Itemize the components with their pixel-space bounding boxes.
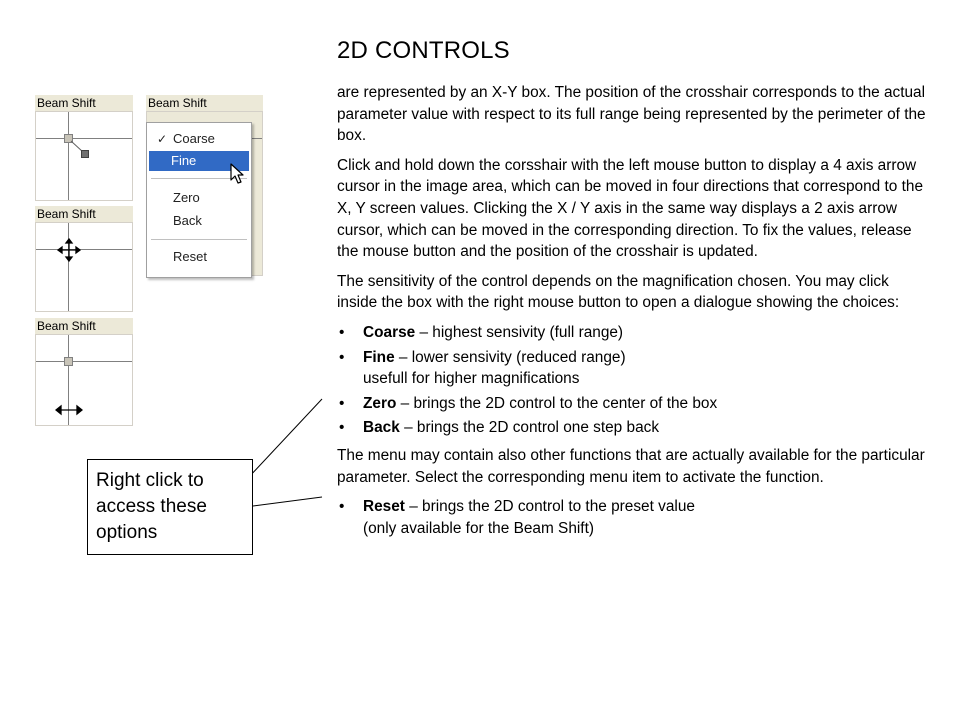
- beam-shift-panel-4: [35, 318, 133, 426]
- beam-shift-panel-3: [35, 206, 133, 312]
- bullet: •: [339, 348, 345, 366]
- option-term: Reset: [363, 498, 405, 516]
- menu-item-reset[interactable]: [149, 247, 249, 267]
- option-term: Zero: [363, 394, 397, 412]
- menu-item-label: Fine: [171, 153, 197, 168]
- menu-item-zero[interactable]: [149, 188, 249, 208]
- list-item: [337, 347, 927, 390]
- bullet: •: [339, 419, 345, 437]
- option-text: – brings the 2D control to the center of the box: [396, 394, 718, 412]
- xy-control-box[interactable]: [35, 112, 133, 201]
- option-extra: (only available for the Beam Shift): [363, 519, 594, 537]
- list-item: [337, 496, 927, 539]
- menu-item-coarse[interactable]: [149, 129, 249, 149]
- document-body: [337, 36, 927, 545]
- menu-item-label: Zero: [173, 190, 200, 205]
- option-text: – brings the 2D control one step back: [399, 419, 660, 437]
- section-heading: 2D CONTROLS: [337, 37, 510, 64]
- paragraph-4: The menu may contain also other functions that are actually available for the particular parameter. Select the corresponding menu item to activate the function.: [337, 446, 925, 486]
- option-text: – highest sensivity (full range): [415, 323, 624, 341]
- list-item: [337, 393, 927, 415]
- list-item: [337, 322, 927, 344]
- option-term: Fine: [363, 348, 395, 366]
- callout-text: Right click to access these options: [96, 470, 207, 543]
- paragraph-3: The sensitivity of the control depends on the magnification chosen. You may click inside the box with the right mouse button to open a dialogue showing the choices:: [337, 272, 900, 312]
- horizontal-move-cursor-icon: [55, 403, 83, 417]
- x-axis-line[interactable]: [36, 361, 132, 362]
- panel-title: Beam Shift: [35, 206, 133, 223]
- xy-control-box[interactable]: [35, 223, 133, 312]
- panel-title: Beam Shift: [35, 95, 133, 112]
- bullet: •: [339, 498, 345, 516]
- menu-item-back[interactable]: [149, 211, 249, 231]
- reset-list: [337, 496, 927, 539]
- paragraph-2: Click and hold down the corsshair with the left mouse button to display a 4 axis arrow cursor in the image area, which can be moved in four directions that correspond to the X, Y screen values. Clicking the X / Y axis in the same way displays a 2 axis arrow cursor, which can be moved in the corresponding direction. To fix the values, release the mouse button and the position of the crosshair is updated.: [337, 156, 924, 261]
- option-text: – brings the 2D control to the preset value: [404, 498, 695, 516]
- x-axis-line[interactable]: [36, 249, 132, 250]
- menu-item-label: Coarse: [173, 131, 215, 146]
- y-axis-line[interactable]: [68, 223, 69, 311]
- check-icon: ✓: [157, 132, 168, 146]
- paragraph-1: are represented by an X-Y box. The position of the crosshair corresponds to the actual parameter value with respect to its full range being represented by the perimeter of the box.: [337, 84, 926, 145]
- menu-item-label: Back: [173, 213, 202, 228]
- context-menu: [146, 122, 252, 278]
- bullet: •: [339, 323, 345, 341]
- four-axis-move-cursor-icon: [57, 238, 81, 262]
- option-extra: usefull for higher magnifications: [363, 370, 580, 388]
- beam-shift-panel-1: [35, 95, 133, 201]
- mouse-pointer-icon: [229, 163, 249, 187]
- xy-control-box[interactable]: [35, 335, 133, 426]
- callout-box: [87, 459, 253, 555]
- panel-title: Beam Shift: [35, 318, 133, 335]
- crosshair-knob[interactable]: [64, 357, 73, 366]
- panel-title: Beam Shift: [146, 95, 263, 112]
- option-term: Coarse: [363, 323, 416, 341]
- option-term: Back: [363, 419, 400, 437]
- options-list: [337, 322, 927, 439]
- menu-item-label: Reset: [173, 249, 207, 264]
- dragged-knob: [81, 150, 89, 158]
- menu-separator: [151, 239, 247, 240]
- list-item: [337, 417, 927, 439]
- bullet: •: [339, 394, 345, 412]
- option-text: – lower sensivity (reduced range): [394, 348, 626, 366]
